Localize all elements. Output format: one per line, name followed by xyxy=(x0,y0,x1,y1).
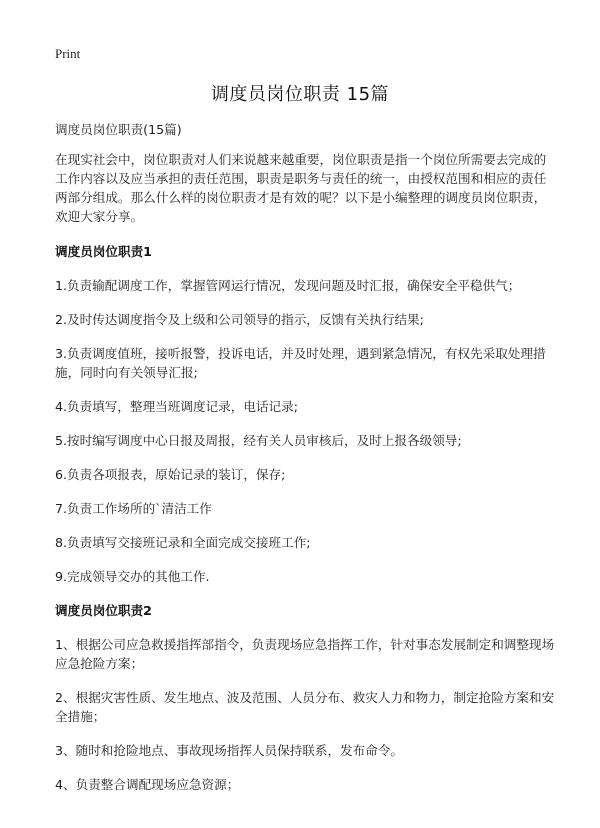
list-item: 2.及时传达调度指令及上级和公司领导的指示，反馈有关执行结果; xyxy=(55,312,424,327)
list-item: 2、根据灾害性质、发生地点、波及范围、人员分布、救灾人力和物力，制定抢险方案和安全措施； xyxy=(55,690,555,724)
list-item: 9.完成领导交办的其他工作. xyxy=(55,569,210,584)
list-item: 1、根据公司应急救援指挥部指令，负责现场应急指挥工作，针对事态发展制定和调整现场应急抢险方案； xyxy=(55,637,555,671)
list-item: 7.负责工作场所的`清洁工作 xyxy=(55,501,212,516)
document-subtitle: 调度员岗位职责(15篇) xyxy=(55,122,182,137)
intro-paragraph: 在现实社会中，岗位职责对人们来说越来越重要，岗位职责是指一个岗位所需要去完成的工作内容以及应当承担的责任范围，职责是职务与责任的统一，由授权范围和相应的责任两部分组成。那么什么样的岗位职责才是有效的呢？以下是小编整理的调度员岗位职责，欢迎大家分享。 xyxy=(55,152,547,224)
list-item: 3、随时和抢险地点、事故现场指挥人员保持联系，发布命令。 xyxy=(55,743,404,758)
list-item: 4、负责整合调配现场应急资源； xyxy=(55,777,240,792)
section-heading: 调度员岗位职责2 xyxy=(55,603,152,618)
list-item: 3.负责调度值班，接听报警，投诉电话，并及时处理，遇到紧急情况，有权先采取处理措施，同时向有关领导汇报; xyxy=(55,346,546,380)
section-2 xyxy=(55,601,555,794)
list-item: 6.负责各项报表，原始记录的装订，保存; xyxy=(55,467,286,482)
print-label: Print xyxy=(55,46,81,61)
section-1 xyxy=(55,242,555,586)
list-item: 8.负责填写交接班记录和全面完成交接班工作; xyxy=(55,535,311,550)
section-heading: 调度员岗位职责1 xyxy=(55,244,152,259)
list-item: 1.负责输配调度工作，掌握管网运行情况，发现问题及时汇报，确保安全平稳供气； xyxy=(55,278,521,293)
list-item: 5.按时编写调度中心日报及周报，经有关人员审核后，及时上报各级领导; xyxy=(55,433,462,448)
document-title: 调度员岗位职责 15篇 xyxy=(210,84,390,105)
document-body xyxy=(55,120,555,809)
list-item: 4.负责填写，整理当班调度记录，电话记录; xyxy=(55,399,298,414)
